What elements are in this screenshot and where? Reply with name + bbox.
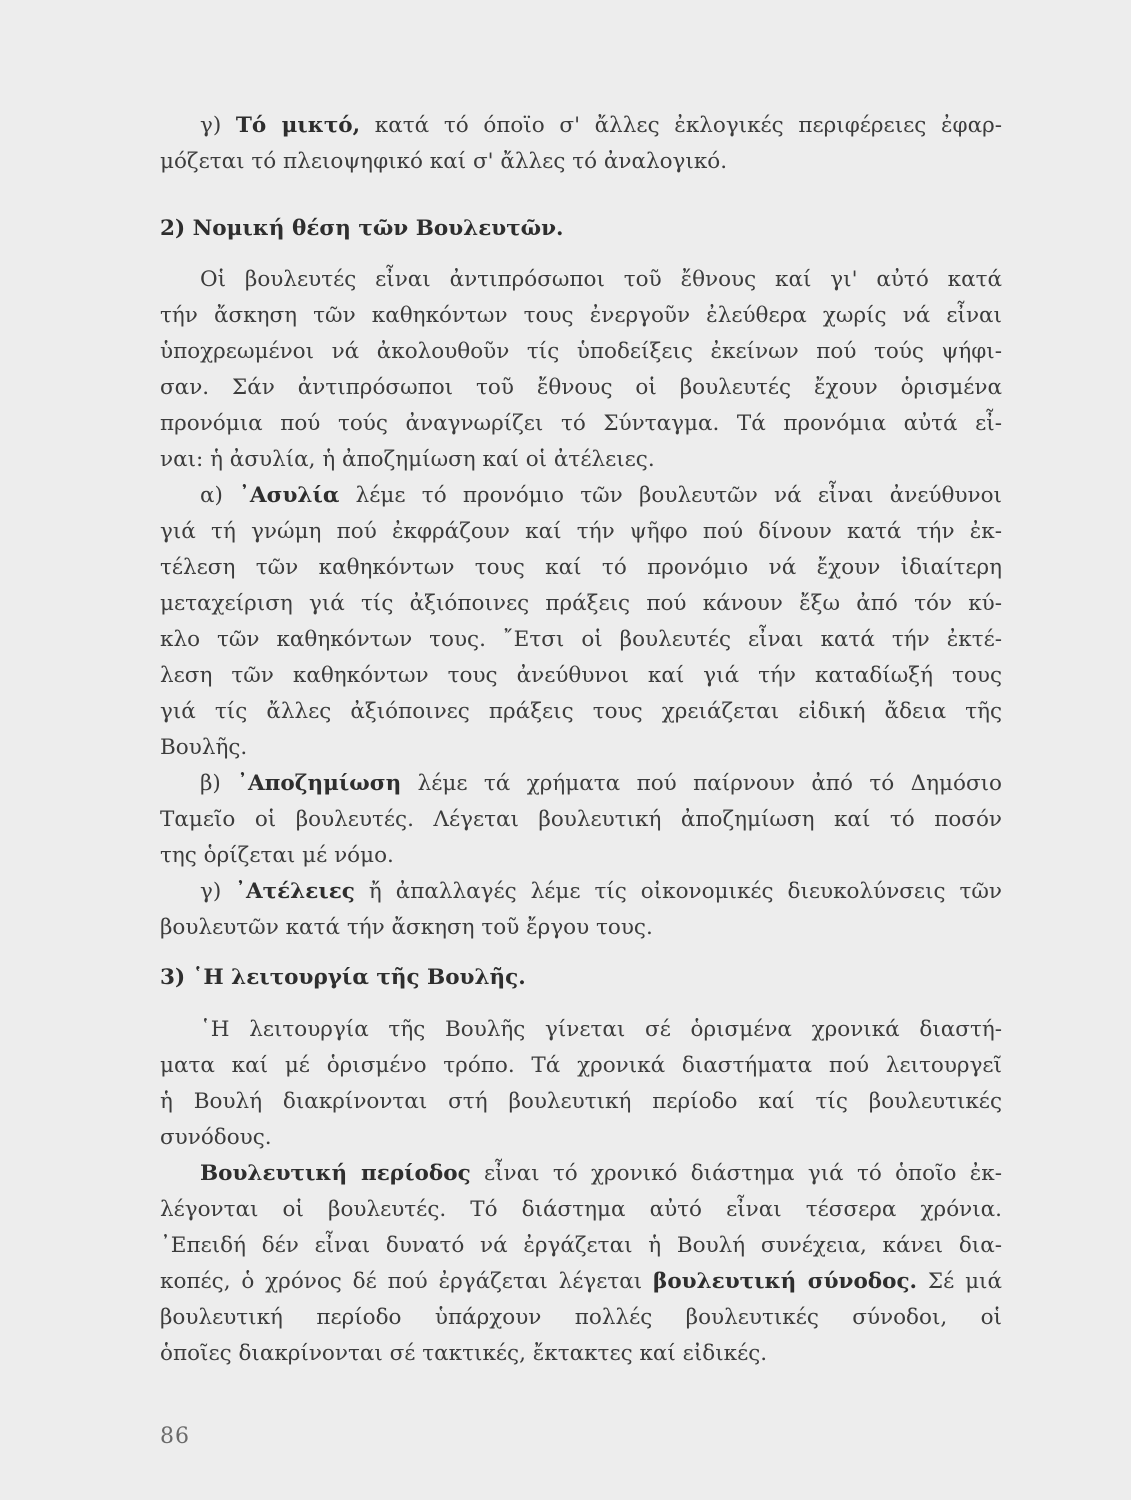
- text-line: συνόδους.: [160, 1125, 272, 1150]
- text-line: Οἱ βουλευτές εἶναι ἀντιπρόσωποι τοῦ ἔθνους καί γι' αὐτό κατά: [200, 267, 1002, 292]
- section-heading-legal-status: [160, 211, 1002, 247]
- text-line: Βουλῆς.: [160, 735, 248, 760]
- text-line: τέλεση τῶν καθηκόντων τους καί τό προνόμιο νά ἔχουν ἰδιαίτερη: [160, 555, 1002, 580]
- paragraph-function: [160, 1012, 1002, 1372]
- text-line: προνόμια πού τούς ἀναγνωρίζει τό Σύνταγμα. Τά προνόμια αὐτά εἶ-: [160, 411, 1002, 436]
- item-label: γ): [200, 879, 236, 904]
- bold-term: Βουλευτική περίοδος: [200, 1161, 471, 1186]
- text-line: ἡ Βουλή διακρίνονται στή βουλευτική περίοδο καί τίς βουλευτικές: [160, 1089, 1002, 1114]
- text-line: Ταμεῖο οἱ βουλευτές. Λέγεται βουλευτική ἀποζημίωση καί τό ποσόν: [160, 807, 1002, 832]
- text-line: [160, 478, 1002, 514]
- line-text: λέμε τά χρήματα πού παίρνουν ἀπό τό Δημόσιο: [401, 771, 1002, 796]
- line-text: ἤ ἀπαλλαγές λέμε τίς οἰκονομικές διευκολύνσεις τῶν: [354, 879, 1002, 904]
- text-line: γιά τίς ἄλλες ἀξιόποινες πράξεις τους χρειάζεται εἰδική ἄδεια τῆς: [160, 699, 1002, 724]
- text-line: μεταχείριση γιά τίς ἀξιόποινες πράξεις πού κάνουν ἔξω ἀπό τόν κύ-: [160, 591, 1002, 616]
- section-mixed-system: [160, 108, 1002, 180]
- text-line: βουλευτική περίοδο ὑπάρχουν πολλές βουλευτικές σύνοδοι, οἱ: [160, 1305, 1002, 1330]
- bold-term: ᾿Ατέλειες: [235, 879, 355, 904]
- text-line: ματα καί μέ ὁρισμένο τρόπο. Τά χρονικά διαστήματα πού λειτουργεῖ: [160, 1053, 1002, 1078]
- item-label: α): [200, 483, 240, 508]
- text-line: ῾Η λειτουργία τῆς Βουλῆς γίνεται σέ ὁρισμένα χρονικά διαστή-: [200, 1017, 1002, 1042]
- text-line: λεση τῶν καθηκόντων τους ἀνεύθυνοι καί γιά τήν καταδίωξή τους: [160, 663, 1002, 688]
- bold-term: ᾿Ασυλία: [239, 483, 340, 508]
- text-line: [160, 766, 1002, 802]
- heading-text: 3) ῾Η λειτουργία τῆς Βουλῆς.: [160, 965, 526, 990]
- text-line: ᾿Επειδή δέν εἶναι δυνατό νά ἐργάζεται ἡ Βουλή συνέχεια, κάνει δια-: [160, 1233, 1002, 1258]
- heading-text: 2) Νομική θέση τῶν Βουλευτῶν.: [160, 216, 564, 241]
- line-text: κατά τό όποϊο σ' ἄλλες ἐκλογικές περιφέρειες ἐφαρ-: [374, 113, 1002, 138]
- text-line: ὑποχρεωμένοι νά ἀκολουθοῦν τίς ὑποδείξεις ἐκείνων πού τούς ψήφι-: [160, 339, 1002, 364]
- text-line: [160, 1264, 1002, 1300]
- item-label: β): [200, 771, 238, 796]
- page-number: 86: [160, 1424, 190, 1449]
- bold-term: Τό μικτό,: [235, 113, 361, 138]
- text-line: [160, 874, 1002, 910]
- text-line: [160, 1156, 1002, 1192]
- line-text: Σέ μιά: [917, 1269, 1002, 1294]
- text-line: κλο τῶν καθηκόντων τους. ῎Ετσι οἱ βουλευτές εἶναι κατά τήν ἐκτέ-: [160, 627, 1002, 652]
- text-line: βουλευτῶν κατά τήν ἄσκηση τοῦ ἔργου τους.: [160, 915, 653, 940]
- text-line: σαν. Σάν ἀντιπρόσωποι τοῦ ἔθνους οἱ βουλευτές ἔχουν ὁρισμένα: [160, 375, 1002, 400]
- bold-term: βουλευτική σύνοδος.: [653, 1269, 918, 1294]
- text-line: ναι: ἡ ἀσυλία, ἡ ἀποζημίωση καί οἱ ἀτέλειες.: [160, 447, 655, 472]
- line-text: κοπές, ὁ χρόνος δέ πού ἐργάζεται λέγεται: [160, 1269, 654, 1294]
- line-text: εἶναι τό χρονικό διάστημα γιά τό ὁποῖο ἐκ-: [470, 1161, 1002, 1186]
- text-line: της ὁρίζεται μέ νόμο.: [160, 843, 394, 868]
- paragraph-deputies: [160, 262, 1002, 946]
- line-text: λέμε τό προνόμιο τῶν βουλευτῶν νά εἶναι ἀνεύθυνοι: [339, 483, 1002, 508]
- text-line: [160, 108, 1002, 144]
- text-line: μόζεται τό πλειοψηφικό καί σ' ἄλλες τό ἀναλογικό.: [160, 149, 728, 174]
- text-line: ὁποῖες διακρίνονται σέ τακτικές, ἔκτακτες καί εἰδικές.: [160, 1341, 768, 1366]
- text-line: λέγονται οἱ βουλευτές. Τό διάστημα αὐτό εἶναι τέσσερα χρόνια.: [160, 1197, 1002, 1222]
- text-line: γιά τή γνώμη πού ἐκφράζουν καί τήν ψῆφο πού δίνουν κατά τήν ἐκ-: [160, 519, 1002, 544]
- bold-term: ᾿Αποζημίωση: [237, 771, 402, 796]
- text-line: τήν ἄσκηση τῶν καθηκόντων τους ἐνεργοῦν ἐλεύθερα χωρίς νά εἶναι: [160, 303, 1002, 328]
- section-heading-function: [160, 960, 1002, 996]
- item-label: γ): [200, 113, 236, 138]
